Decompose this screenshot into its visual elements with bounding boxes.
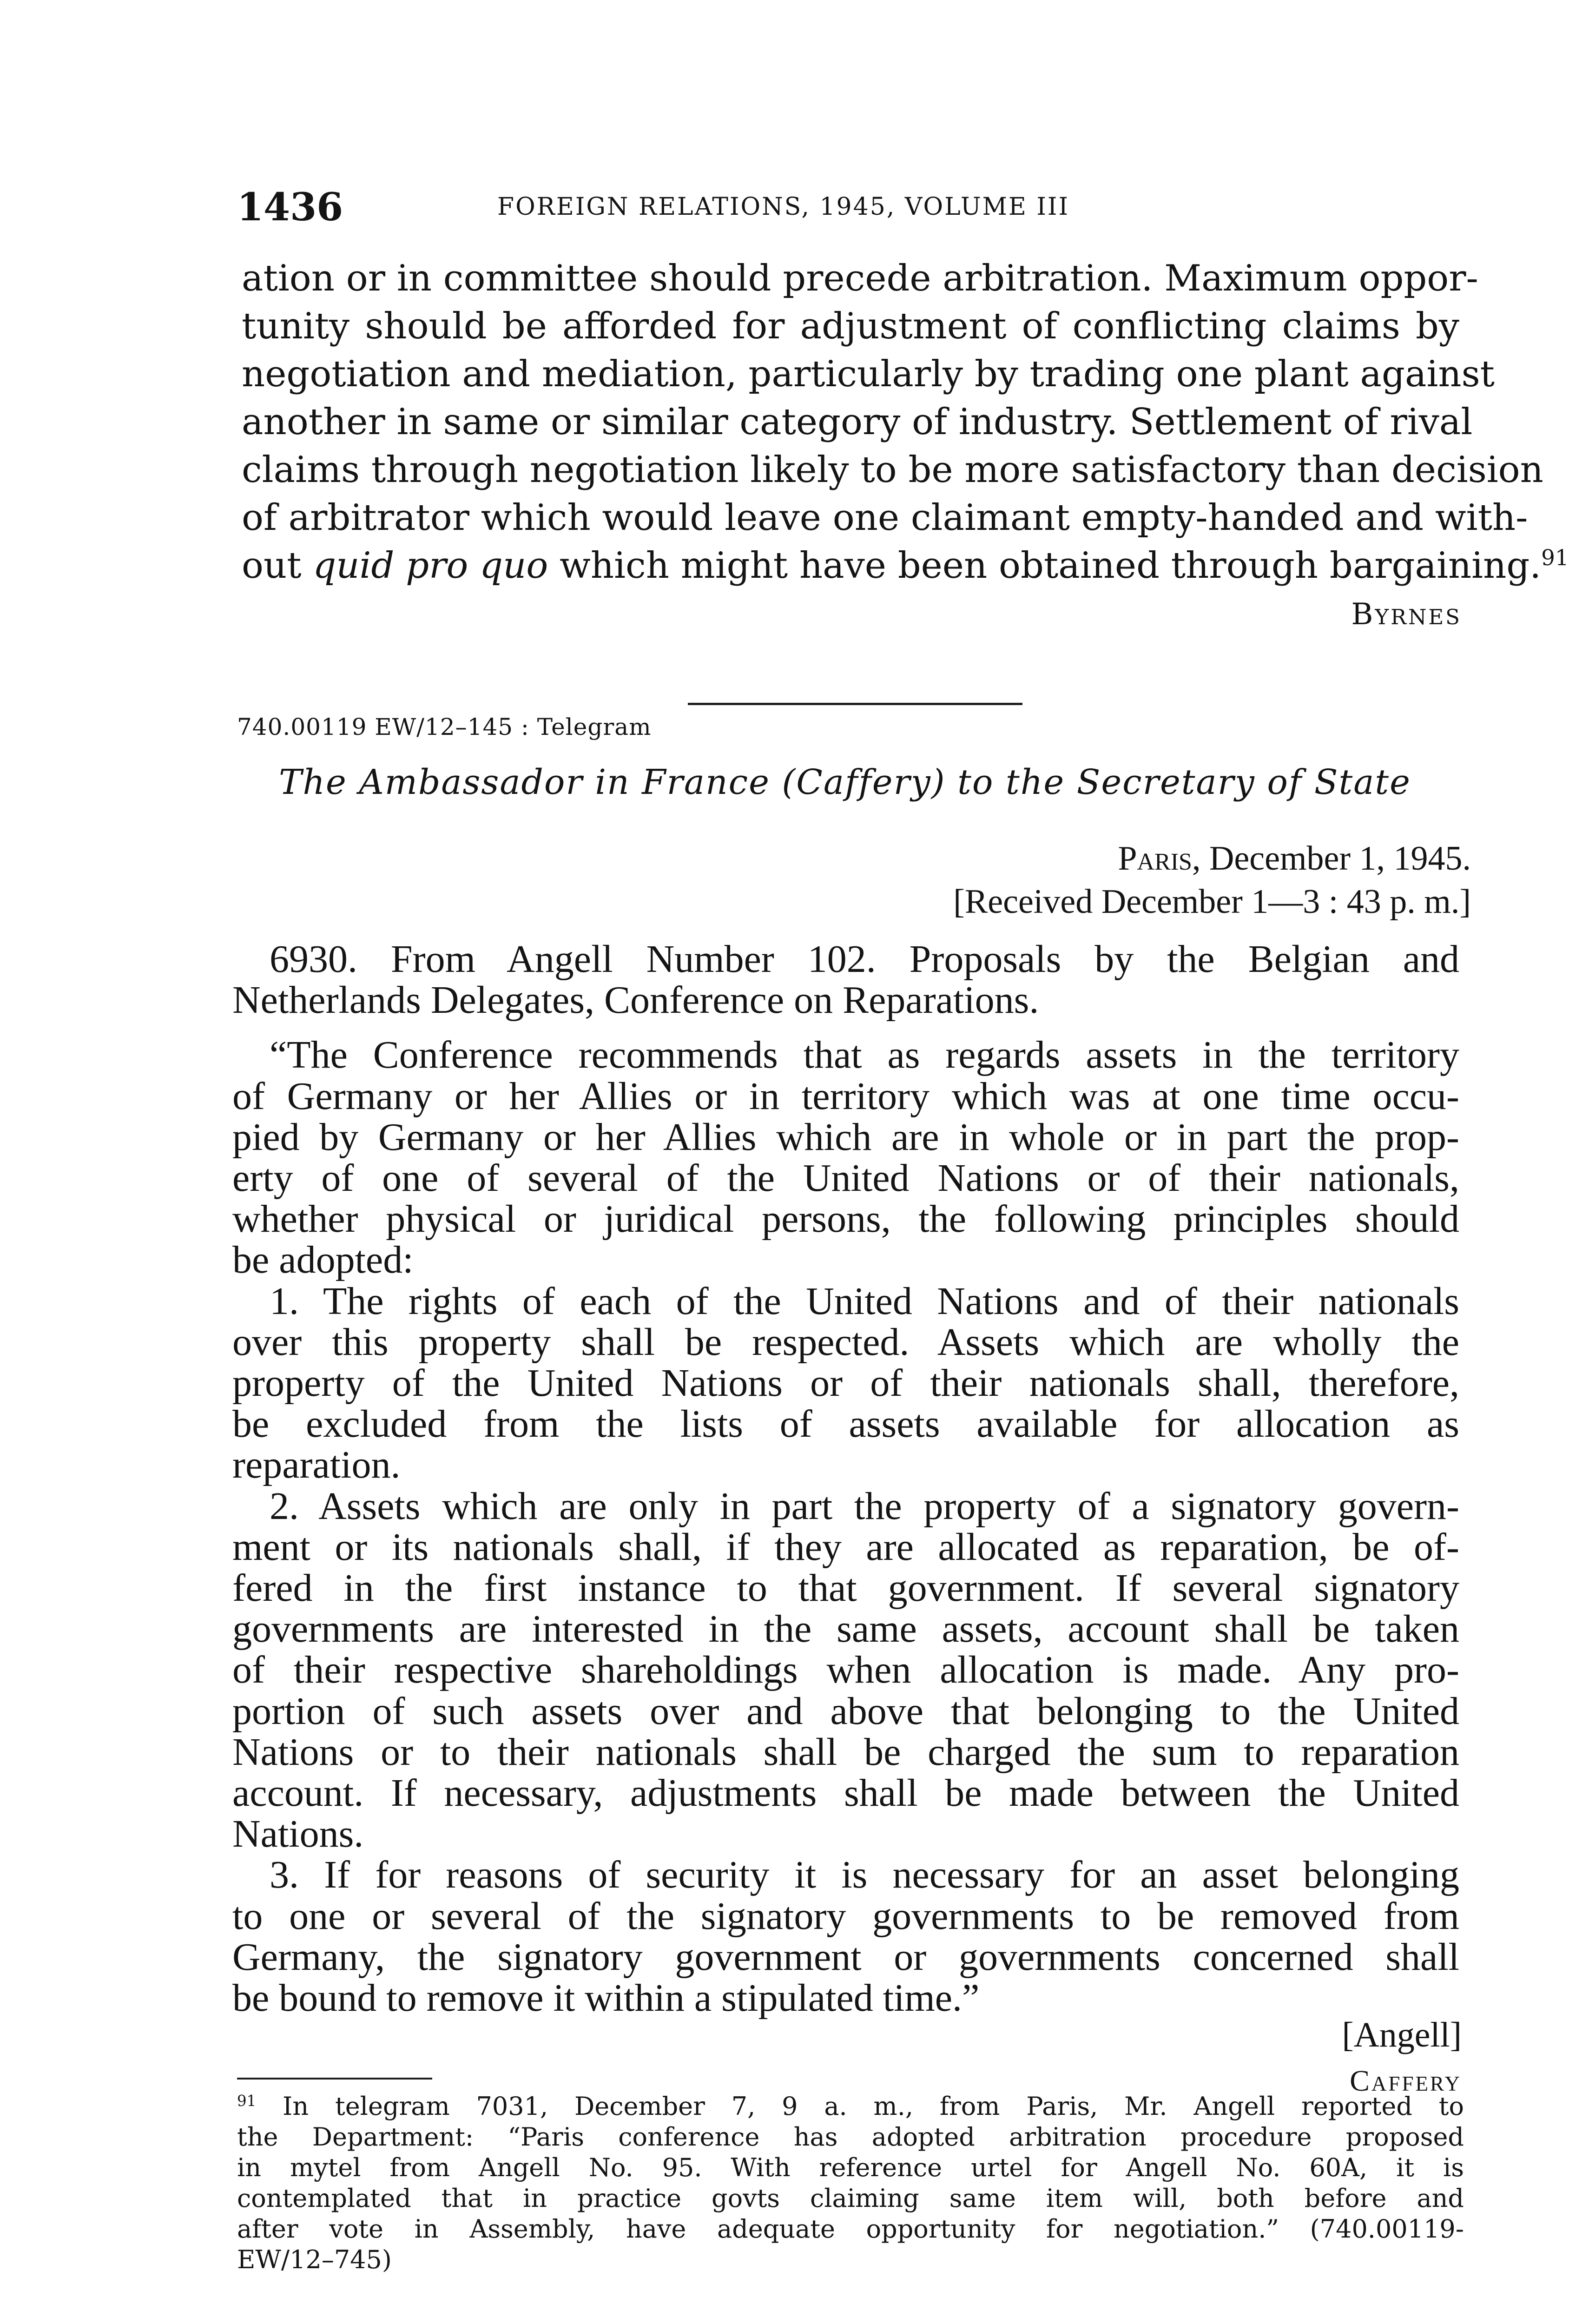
running-title: FOREIGN RELATIONS, 1945, VOLUME III <box>497 193 1069 221</box>
footnote-line <box>237 2092 1464 2121</box>
telegram-line: be bound to remove it within a stipulated time.” <box>232 1976 980 2020</box>
paragraph-line: tunity should be afforded for adjustment of conflicting claims by <box>242 305 1459 347</box>
footnote-divider <box>237 2078 432 2080</box>
telegram-line: to one or several of the signatory governments to be removed from <box>232 1895 1459 1938</box>
telegram-line: 2. Assets which are only in part the property of a signatory govern- <box>270 1485 1459 1528</box>
page-number: 1436 <box>237 185 343 230</box>
signature-caffery: Caffery <box>1350 2064 1462 2097</box>
dateline-place: Paris <box>1118 839 1192 878</box>
footnote-line: EW/12–745) <box>237 2245 392 2274</box>
telegram-line: Netherlands Delegates, Conference on Reparations. <box>232 978 1039 1022</box>
document-id: 740.00119 EW/12–145 : Telegram <box>237 713 652 740</box>
dateline-received: [Received December 1—3 : 43 p. m.] <box>953 883 1471 921</box>
footnote-line: in mytel from Angell No. 95. With reference urtel for Angell No. 60A, it is <box>237 2153 1464 2182</box>
telegram-line: over this property shall be respected. Assets which are wholly the <box>232 1320 1459 1364</box>
footnote-ref[interactable]: 91 <box>1541 546 1569 571</box>
paragraph-line: negotiation and mediation, particularly by trading one plant against <box>242 353 1495 395</box>
text-prefix: out <box>242 545 313 587</box>
paragraph-line: of arbitrator which would leave one claimant empty-handed and with- <box>242 497 1528 539</box>
telegram-line: portion of such assets over and above that belonging to the United <box>232 1690 1459 1733</box>
telegram-line: pied by Germany or her Allies which are in whole or in part the prop- <box>232 1116 1459 1159</box>
telegram-line: “The Conference recommends that as regards assets in the territory <box>270 1033 1459 1076</box>
telegram-line: Nations. <box>232 1812 364 1855</box>
footnote-line: after vote in Assembly, have adequate opportunity for negotiation.” (740.00119- <box>237 2214 1464 2244</box>
telegram-line: be excluded from the lists of assets available for allocation as <box>232 1402 1459 1446</box>
footnote-line: contemplated that in practice govts claiming same item will, both before and <box>237 2184 1464 2213</box>
telegram-line: erty of one of several of the United Nations or of their nationals, <box>232 1156 1459 1200</box>
telegram-line: be adopted: <box>232 1238 414 1281</box>
section-divider <box>688 703 1022 705</box>
signature-byrnes: Byrnes <box>1351 597 1462 632</box>
footnote-marker: 91 <box>237 2092 257 2110</box>
footnote-line: the Department: “Paris conference has adopted arbitration procedure proposed <box>237 2122 1464 2152</box>
footnote-text: In telegram 7031, December 7, 9 a. m., from Paris, Mr. Angell reported to <box>256 2092 1464 2121</box>
signature-angell: [Angell] <box>1342 2015 1462 2054</box>
telegram-line: reparation. <box>232 1443 401 1486</box>
document-title: The Ambassador in France (Caffery) to the Secretary of State <box>279 762 1411 802</box>
paragraph-line: ation or in committee should precede arbitration. Maximum oppor- <box>242 257 1478 299</box>
telegram-line: of Germany or her Allies or in territory which was at one time occu- <box>232 1075 1459 1118</box>
dateline-date: , December 1, 1945. <box>1192 839 1471 878</box>
paragraph-line: another in same or similar category of industry. Settlement of rival <box>242 401 1473 443</box>
telegram-line: fered in the first instance to that government. If several signatory <box>232 1566 1459 1610</box>
paragraph-line: claims through negotiation likely to be more satisfactory than decision <box>242 449 1543 491</box>
telegram-line: governments are interested in the same assets, account shall be taken <box>232 1607 1459 1651</box>
telegram-line: whether physical or juridical persons, the following principles should <box>232 1197 1459 1241</box>
dateline-place-date <box>1118 839 1471 878</box>
telegram-line: Nations or to their nationals shall be charged the sum to reparation <box>232 1730 1459 1774</box>
telegram-line: property of the United Nations or of their nationals shall, therefore, <box>232 1361 1459 1405</box>
telegram-line: 6930. From Angell Number 102. Proposals by the Belgian and <box>270 938 1459 981</box>
telegram-line: ment or its nationals shall, if they are allocated as reparation, be of- <box>232 1525 1459 1569</box>
telegram-line: account. If necessary, adjustments shall be made between the United <box>232 1771 1459 1815</box>
telegram-line: 1. The rights of each of the United Nations and of their nationals <box>270 1280 1459 1323</box>
telegram-line: 3. If for reasons of security it is necessary for an asset belonging <box>270 1853 1459 1896</box>
italic-phrase: quid pro quo <box>313 545 548 587</box>
telegram-line: of their respective shareholdings when allocation is made. Any pro- <box>232 1648 1459 1691</box>
telegram-line: Germany, the signatory government or governments concerned shall <box>232 1935 1459 1979</box>
text-suffix: which might have been obtained through bargaining. <box>548 545 1542 587</box>
paragraph-last-line <box>242 542 1569 590</box>
